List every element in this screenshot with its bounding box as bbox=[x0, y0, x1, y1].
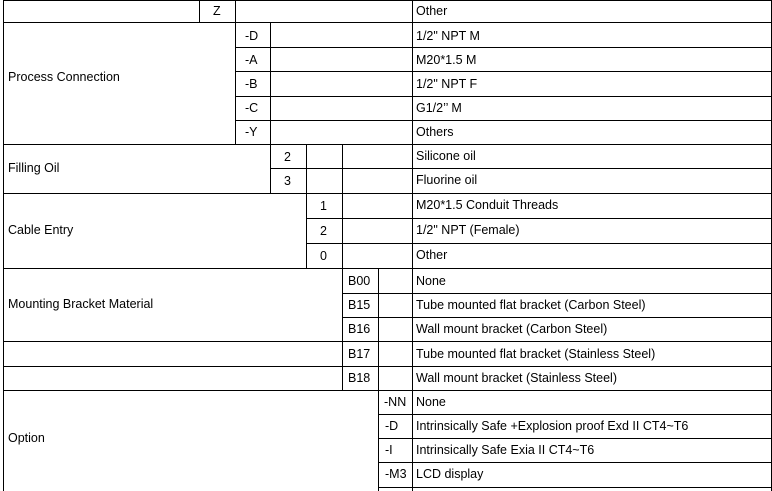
code-cell: B00 bbox=[348, 274, 371, 288]
table-rule bbox=[199, 0, 200, 22]
description-cell: None bbox=[416, 395, 446, 409]
table-rule bbox=[342, 193, 343, 390]
table-rule bbox=[378, 487, 772, 488]
section-label-option: Option bbox=[8, 431, 45, 445]
code-cell: B18 bbox=[348, 371, 371, 385]
code-cell: Z bbox=[213, 4, 221, 18]
table-rule bbox=[3, 0, 4, 491]
table-rule bbox=[236, 47, 772, 48]
table-rule bbox=[270, 168, 772, 169]
table-rule bbox=[306, 144, 307, 268]
table-rule bbox=[342, 144, 343, 193]
table-rule bbox=[378, 438, 772, 439]
section-label-filling-oil: Filling Oil bbox=[8, 161, 60, 175]
code-cell: -C bbox=[245, 101, 259, 115]
code-cell: -A bbox=[245, 53, 258, 67]
description-cell: Tube mounted flat bracket (Stainless Steel) bbox=[416, 347, 656, 361]
description-cell: 1/2" NPT (Female) bbox=[416, 223, 520, 237]
description-cell: Fluorine oil bbox=[416, 173, 478, 187]
code-cell: 2 bbox=[284, 150, 291, 164]
code-cell: -Y bbox=[245, 125, 258, 139]
table-rule bbox=[3, 341, 772, 342]
code-cell: -NN bbox=[384, 395, 407, 409]
description-cell: Other bbox=[416, 248, 448, 262]
code-cell: 0 bbox=[320, 249, 327, 263]
code-cell: 1 bbox=[320, 199, 327, 213]
code-cell: -I bbox=[385, 443, 393, 457]
table-rule bbox=[3, 268, 772, 269]
table-rule bbox=[3, 22, 772, 23]
code-cell: B16 bbox=[348, 322, 371, 336]
table-rule bbox=[236, 96, 772, 97]
table-rule bbox=[235, 0, 236, 144]
table-rule bbox=[378, 268, 379, 491]
description-cell: M20*1.5 Conduit Threads bbox=[416, 198, 559, 212]
description-cell: Silicone oil bbox=[416, 149, 476, 163]
table-rule bbox=[236, 120, 772, 121]
description-cell: LCD display bbox=[416, 467, 484, 481]
table-rule bbox=[306, 218, 772, 219]
table-rule bbox=[342, 317, 772, 318]
table-rule bbox=[3, 390, 772, 391]
table-rule bbox=[3, 366, 772, 367]
code-cell: -M3 bbox=[385, 467, 407, 481]
code-cell: 2 bbox=[320, 224, 327, 238]
table-rule bbox=[342, 293, 772, 294]
section-label-cable-entry: Cable Entry bbox=[8, 223, 74, 237]
table-rule bbox=[412, 0, 413, 491]
description-cell: M20*1.5 M bbox=[416, 53, 477, 67]
description-cell: 1/2" NPT F bbox=[416, 77, 478, 91]
description-cell: Intrinsically Safe Exia II CT4~T6 bbox=[416, 443, 595, 457]
code-cell: -B bbox=[245, 77, 258, 91]
table-rule bbox=[378, 462, 772, 463]
description-cell: Other bbox=[416, 4, 448, 18]
description-cell: Intrinsically Safe +Explosion proof Exd II CT4~T6 bbox=[416, 419, 689, 433]
section-label-mounting-bracket: Mounting Bracket Material bbox=[8, 297, 154, 311]
code-cell: B15 bbox=[348, 298, 371, 312]
code-cell: -D bbox=[385, 419, 399, 433]
description-cell: Tube mounted flat bracket (Carbon Steel) bbox=[416, 298, 646, 312]
code-cell: 3 bbox=[284, 174, 291, 188]
table-rule bbox=[270, 22, 271, 193]
code-cell: B17 bbox=[348, 347, 371, 361]
section-label-process-connection: Process Connection bbox=[8, 70, 120, 84]
table-rule bbox=[3, 193, 772, 194]
description-cell: 1/2" NPT M bbox=[416, 29, 480, 43]
table-rule bbox=[236, 71, 772, 72]
description-cell: Wall mount bracket (Carbon Steel) bbox=[416, 322, 608, 336]
table-rule bbox=[3, 144, 772, 145]
code-cell: -D bbox=[245, 29, 259, 43]
table-rule bbox=[3, 0, 772, 1]
table-rule bbox=[378, 414, 772, 415]
description-cell: None bbox=[416, 274, 446, 288]
description-cell: G1/2’’ M bbox=[416, 101, 462, 115]
description-cell: Wall mount bracket (Stainless Steel) bbox=[416, 371, 618, 385]
description-cell: Others bbox=[416, 125, 454, 139]
table-rule bbox=[306, 243, 772, 244]
